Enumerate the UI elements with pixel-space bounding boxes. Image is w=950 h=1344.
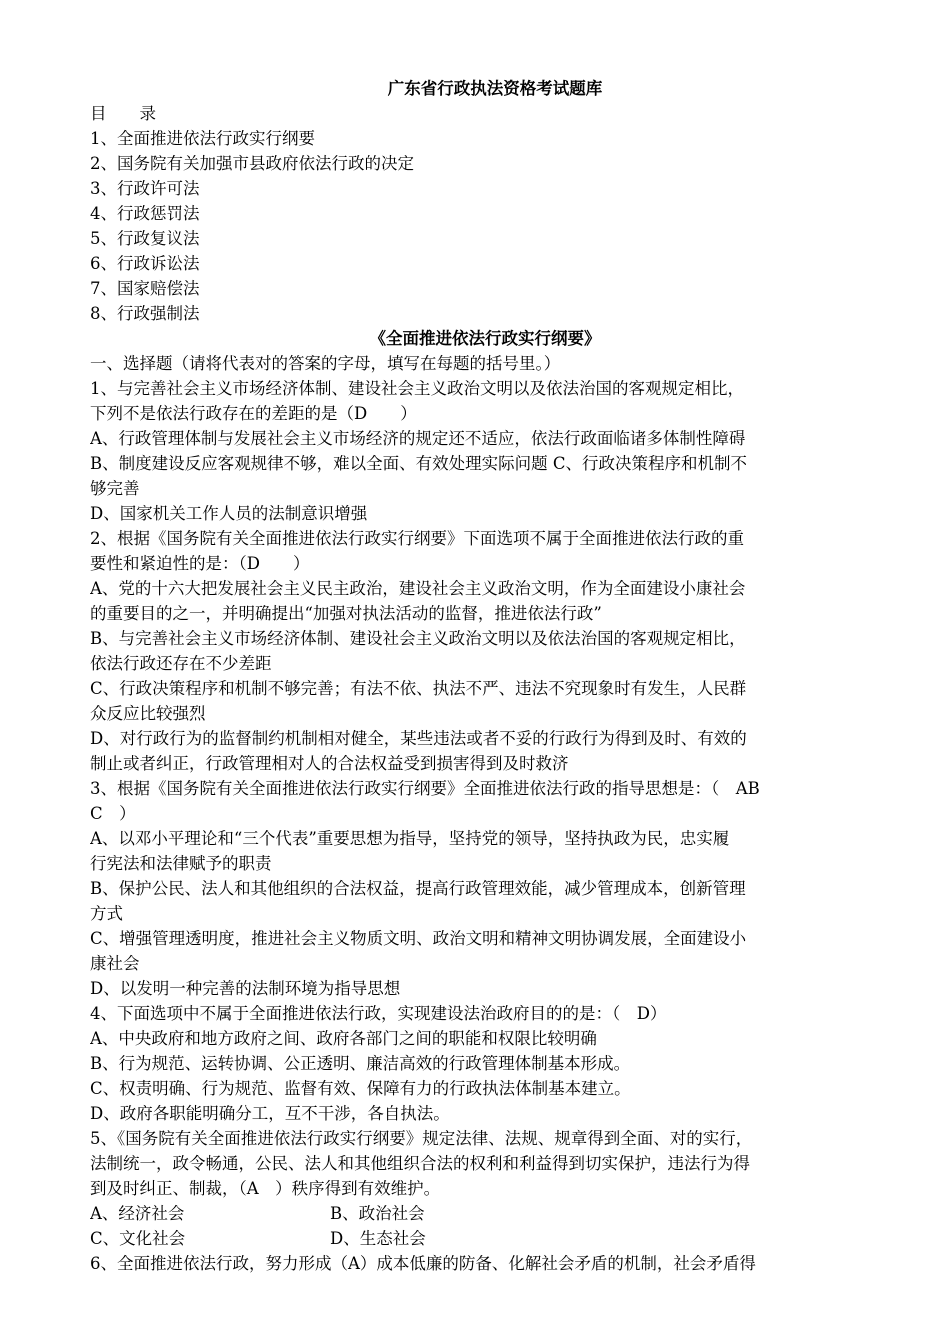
text-line: 3、根据《国务院有关全面推进依法行政实行纲要》全面推进依法行政的指导思想是：（ AB xyxy=(90,779,760,798)
text-line: D、国家机关工作人员的法制意识增强 xyxy=(90,504,368,523)
text-line: 要性和紧迫性的是：（D ） xyxy=(90,554,310,573)
text-line: D、政府各职能明确分工，互不干涉，各自执法。 xyxy=(90,1104,450,1123)
text-line: B、制度建设反应客观规律不够，难以全面、有效处理实际问题 C、行政决策程序和机制不 xyxy=(90,454,747,473)
text-line: 众反应比较强烈 xyxy=(90,704,206,723)
toc-item: 3、行政许可法 xyxy=(90,179,200,198)
document-title: 广东省行政执法资格考试题库 xyxy=(387,79,603,98)
option-a: A、经济社会 xyxy=(90,1204,185,1223)
text-line: 行宪法和法律赋予的职责 xyxy=(90,854,272,873)
text-line: 制止或者纠正，行政管理相对人的合法权益受到损害得到及时救济 xyxy=(90,754,569,773)
toc-item: 4、行政惩罚法 xyxy=(90,204,200,223)
text-line: C、权责明确、行为规范、监督有效、保障有力的行政执法体制基本建立。 xyxy=(90,1079,631,1098)
option-b: B、政治社会 xyxy=(330,1204,425,1223)
options-row xyxy=(90,1226,860,1251)
text-line: 依法行政还存在不少差距 xyxy=(90,654,272,673)
text-line: B、与完善社会主义市场经济体制、建设社会主义政治文明以及依法治国的客观规定相比， xyxy=(90,629,746,648)
text-line: C ） xyxy=(90,804,136,823)
text-line: B、保护公民、法人和其他组织的合法权益，提高行政管理效能，减少管理成本，创新管理 xyxy=(90,879,746,898)
toc-item: 1、全面推进依法行政实行纲要 xyxy=(90,129,315,148)
text-line: 方式 xyxy=(90,904,123,923)
toc-heading: 目 录 xyxy=(90,104,156,123)
text-line: A、中央政府和地方政府之间、政府各部门之间的职能和权限比较明确 xyxy=(90,1029,597,1048)
text-line: B、行为规范、运转协调、公正透明、廉洁高效的行政管理体制基本形成。 xyxy=(90,1054,631,1073)
toc-item: 2、国务院有关加强市县政府依法行政的决定 xyxy=(90,154,414,173)
text-line: A、以邓小平理论和“三个代表”重要思想为指导，坚持党的领导，坚持执政为民，忠实履 xyxy=(90,829,730,848)
toc-item: 8、行政强制法 xyxy=(90,304,200,323)
text-line: 4、下面选项中不属于全面推进依法行政，实现建设法治政府目的的是：（ D） xyxy=(90,1004,667,1023)
question-text xyxy=(90,351,860,1201)
toc-item: 6、行政诉讼法 xyxy=(90,254,200,273)
option-c: C、文化社会 xyxy=(90,1229,186,1248)
text-line: D、对行政行为的监督制约机制相对健全，某些违法或者不妥的行政行为得到及时、有效的 xyxy=(90,729,747,748)
text-line: 够完善 xyxy=(90,479,140,498)
document-content xyxy=(90,76,860,1276)
text-line: 康社会 xyxy=(90,954,140,973)
text-line: 的重要目的之一，并明确提出“加强对执法活动的监督，推进依法行政” xyxy=(90,604,602,623)
text-line: 1、与完善社会主义市场经济体制、建设社会主义政治文明以及依法治国的客观规定相比， xyxy=(90,379,744,398)
option-d: D、生态社会 xyxy=(330,1229,426,1248)
question-line: 6、全面推进依法行政，努力形成（A）成本低廉的防备、化解社会矛盾的机制，社会矛盾得 xyxy=(90,1254,756,1273)
options-row xyxy=(90,1201,860,1226)
toc-item: 5、行政复议法 xyxy=(90,229,200,248)
section-title: 《全面推进依法行政实行纲要》 xyxy=(369,329,601,348)
text-line: C、增强管理透明度，推进社会主义物质文明、政治文明和精神文明协调发展，全面建设小 xyxy=(90,929,747,948)
text-line: A、行政管理体制与发展社会主义市场经济的规定还不适应，依法行政面临诸多体制性障碍 xyxy=(90,429,746,448)
text-line: 5、《国务院有关全面推进依法行政实行纲要》规定法律、法规、规章得到全面、对的实行， xyxy=(90,1129,753,1148)
text-line: D、以发明一种完善的法制环境为指导思想 xyxy=(90,979,401,998)
table-of-contents xyxy=(90,126,860,326)
toc-item: 7、国家赔偿法 xyxy=(90,279,200,298)
text-line: 法制统一，政令畅通，公民、法人和其他组织合法的权利和利益得到切实保护，违法行为得 xyxy=(90,1154,750,1173)
text-line: 2、根据《国务院有关全面推进依法行政实行纲要》下面选项不属于全面推进依法行政的重 xyxy=(90,529,744,548)
text-line: 到及时纠正、制裁，（A ）秩序得到有效维护。 xyxy=(90,1179,441,1198)
text-line: 一、选择题（请将代表对的答案的字母，填写在每题的括号里。） xyxy=(90,354,561,373)
text-line: A、党的十六大把发展社会主义民主政治，建设社会主义政治文明，作为全面建设小康社会 xyxy=(90,579,746,598)
text-line: C、行政决策程序和机制不够完善；有法不依、执法不严、违法不究现象时有发生，人民群 xyxy=(90,679,747,698)
text-line: 下列不是依法行政存在的差距的是（D ） xyxy=(90,404,417,423)
